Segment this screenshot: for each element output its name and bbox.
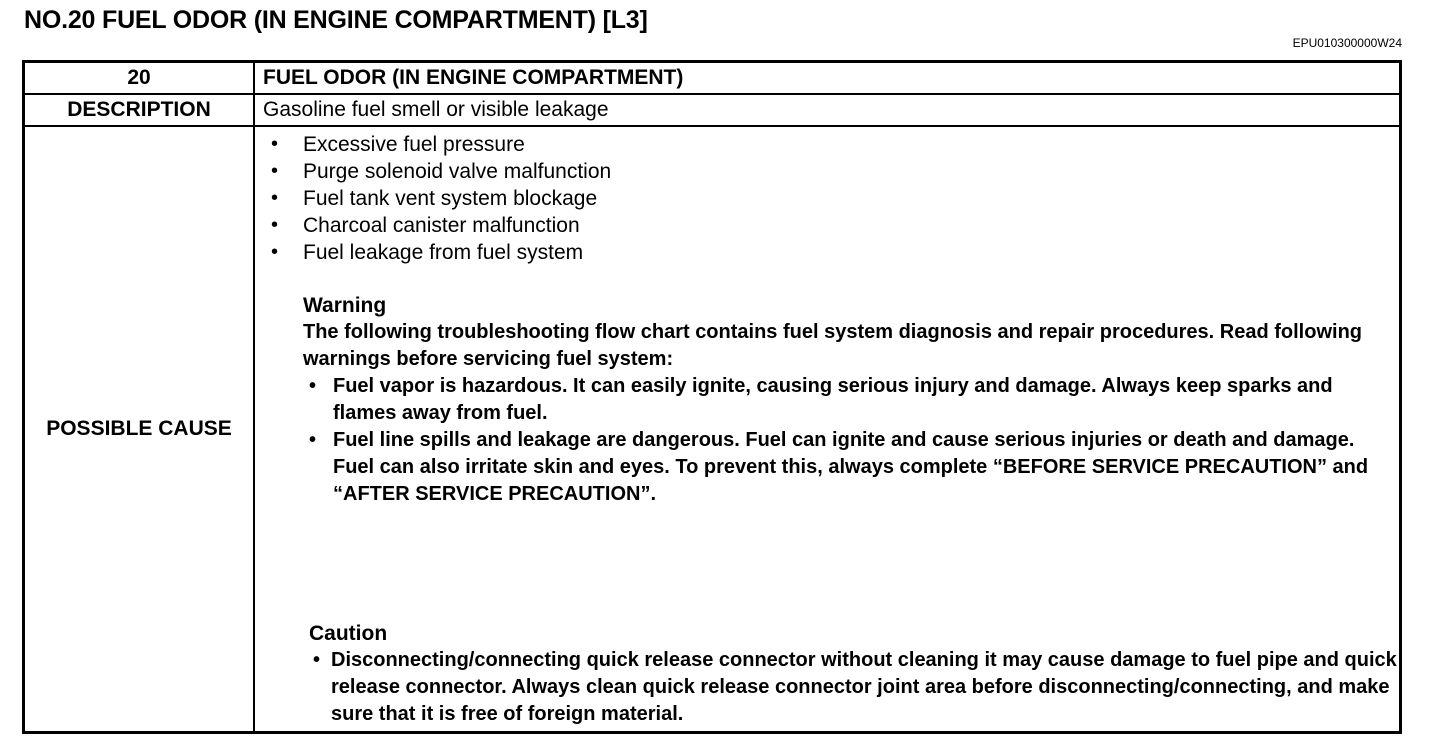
warning-intro: The following troubleshooting flow chart contains fuel system diagnosis and repair procedures. Read following warnings before servicing fuel system: [303,321,1363,370]
list-item: • Charcoal canister malfunction [269,212,1399,239]
caution-list [309,647,1399,728]
caution-block [309,620,1399,728]
troubleshooting-table [22,60,1402,734]
warning-heading: Warning [303,294,387,317]
table-header-row [24,62,1401,95]
item-heading: FUEL ODOR (IN ENGINE COMPARTMENT) [254,62,1401,95]
possible-cause-content [254,126,1401,733]
description-label: DESCRIPTION [24,94,255,126]
item-number: 20 [24,62,255,95]
page-title: NO.20 FUEL ODOR (IN ENGINE COMPARTMENT) [L3] [24,6,648,34]
description-value: Gasoline fuel smell or visible leakage [254,94,1401,126]
list-item: • Fuel leakage from fuel system [269,239,1399,266]
list-item: • Purge solenoid valve malfunction [269,158,1399,185]
list-item: • Disconnecting/connecting quick release connector without cleaning it may cause damage to fuel pipe and quick release connector. Always clean quick release connector joint area before disconnecting/connecting, and make sure that it is free of foreign material. [307,647,1399,728]
warning-block [303,292,1399,508]
document-id: EPU010300000W24 [1292,36,1402,50]
possible-cause-row [24,126,1401,733]
warning-list [303,373,1399,508]
list-item: • Excessive fuel pressure [269,131,1399,158]
list-item: • Fuel line spills and leakage are dangerous. Fuel can ignite and cause serious injuries or death and damage. Fuel can also irritate skin and eyes. To prevent this, always complete “BEFORE SERVICE PRECAUTION” and “AFTER SERVICE PRECAUTION”. [303,427,1399,508]
possible-cause-label: POSSIBLE CAUSE [24,126,255,733]
list-item: • Fuel vapor is hazardous. It can easily ignite, causing serious injury and damage. Always keep sparks and flames away from fuel. [303,373,1399,427]
list-item: • Fuel tank vent system blockage [269,185,1399,212]
caution-heading: Caution [309,622,388,645]
cause-list [269,131,1399,266]
description-row [24,94,1401,126]
